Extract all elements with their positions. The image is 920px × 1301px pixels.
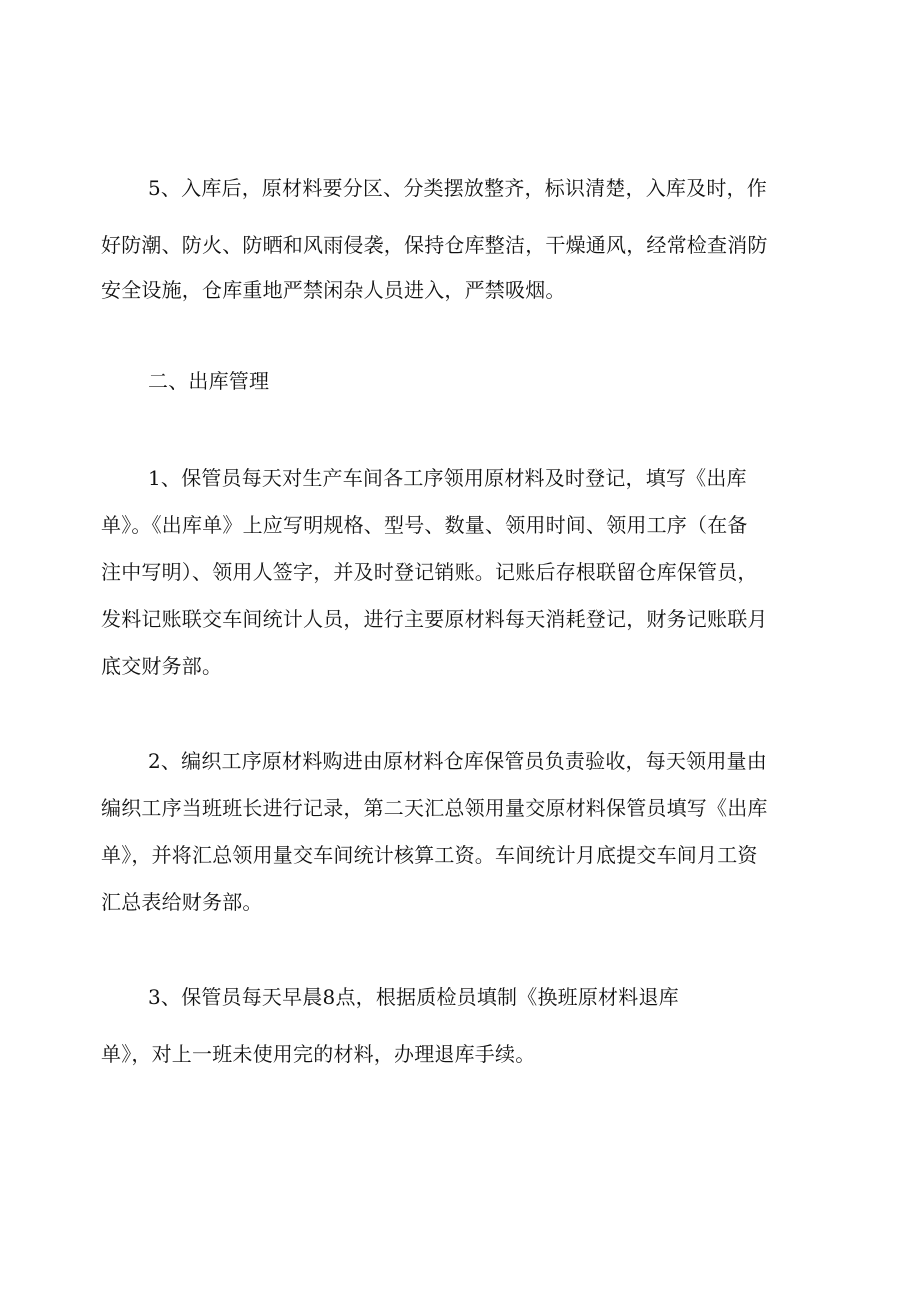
paragraph-line: 好防潮、防火、防晒和风雨侵袭，保持仓库整洁，干燥通风，经常检查消防 (101, 233, 768, 257)
paragraph-line: 单》，对上一班未使用完的材料，办理退库手续。 (101, 1042, 536, 1066)
paragraph-line: 发料记账联交车间统计人员，进行主要原材料每天消耗登记，财务记账联月 (101, 607, 768, 631)
paragraph-line: 2、编织工序原材料购进由原材料仓库保管员负责验收，每天领用量由 (148, 749, 767, 773)
paragraph-line: 汇总表给财务部。 (101, 890, 263, 914)
paragraph-line: 单》。《出库单》上应写明规格、型号、数量、领用时间、领用工序（在备 (101, 513, 748, 537)
paragraph-line: 底交财务部。 (101, 654, 223, 678)
paragraph-line: 5、入库后，原材料要分区、分类摆放整齐，标识清楚，入库及时，作 (148, 176, 767, 200)
paragraph-line: 注中写明）、领用人签字，并及时登记销账。记账后存根联留仓库保管员， (101, 560, 758, 584)
paragraph-line: 单》，并将汇总领用量交车间统计核算工资。车间统计月底提交车间月工资 (101, 843, 758, 867)
paragraph-line: 3、保管员每天早晨8点，根据质检员填制《换班原材料退库 (148, 985, 679, 1009)
paragraph-line: 安全设施，仓库重地严禁闲杂人员进入，严禁吸烟。 (101, 278, 566, 302)
paragraph-line: 1、保管员每天对生产车间各工序领用原材料及时登记，填写《出库 (148, 466, 747, 490)
section-heading-outbound-management: 二、出库管理 (148, 369, 270, 393)
paragraph-line: 编织工序当班班长进行记录，第二天汇总领用量交原材料保管员填写《出库 (101, 796, 768, 820)
